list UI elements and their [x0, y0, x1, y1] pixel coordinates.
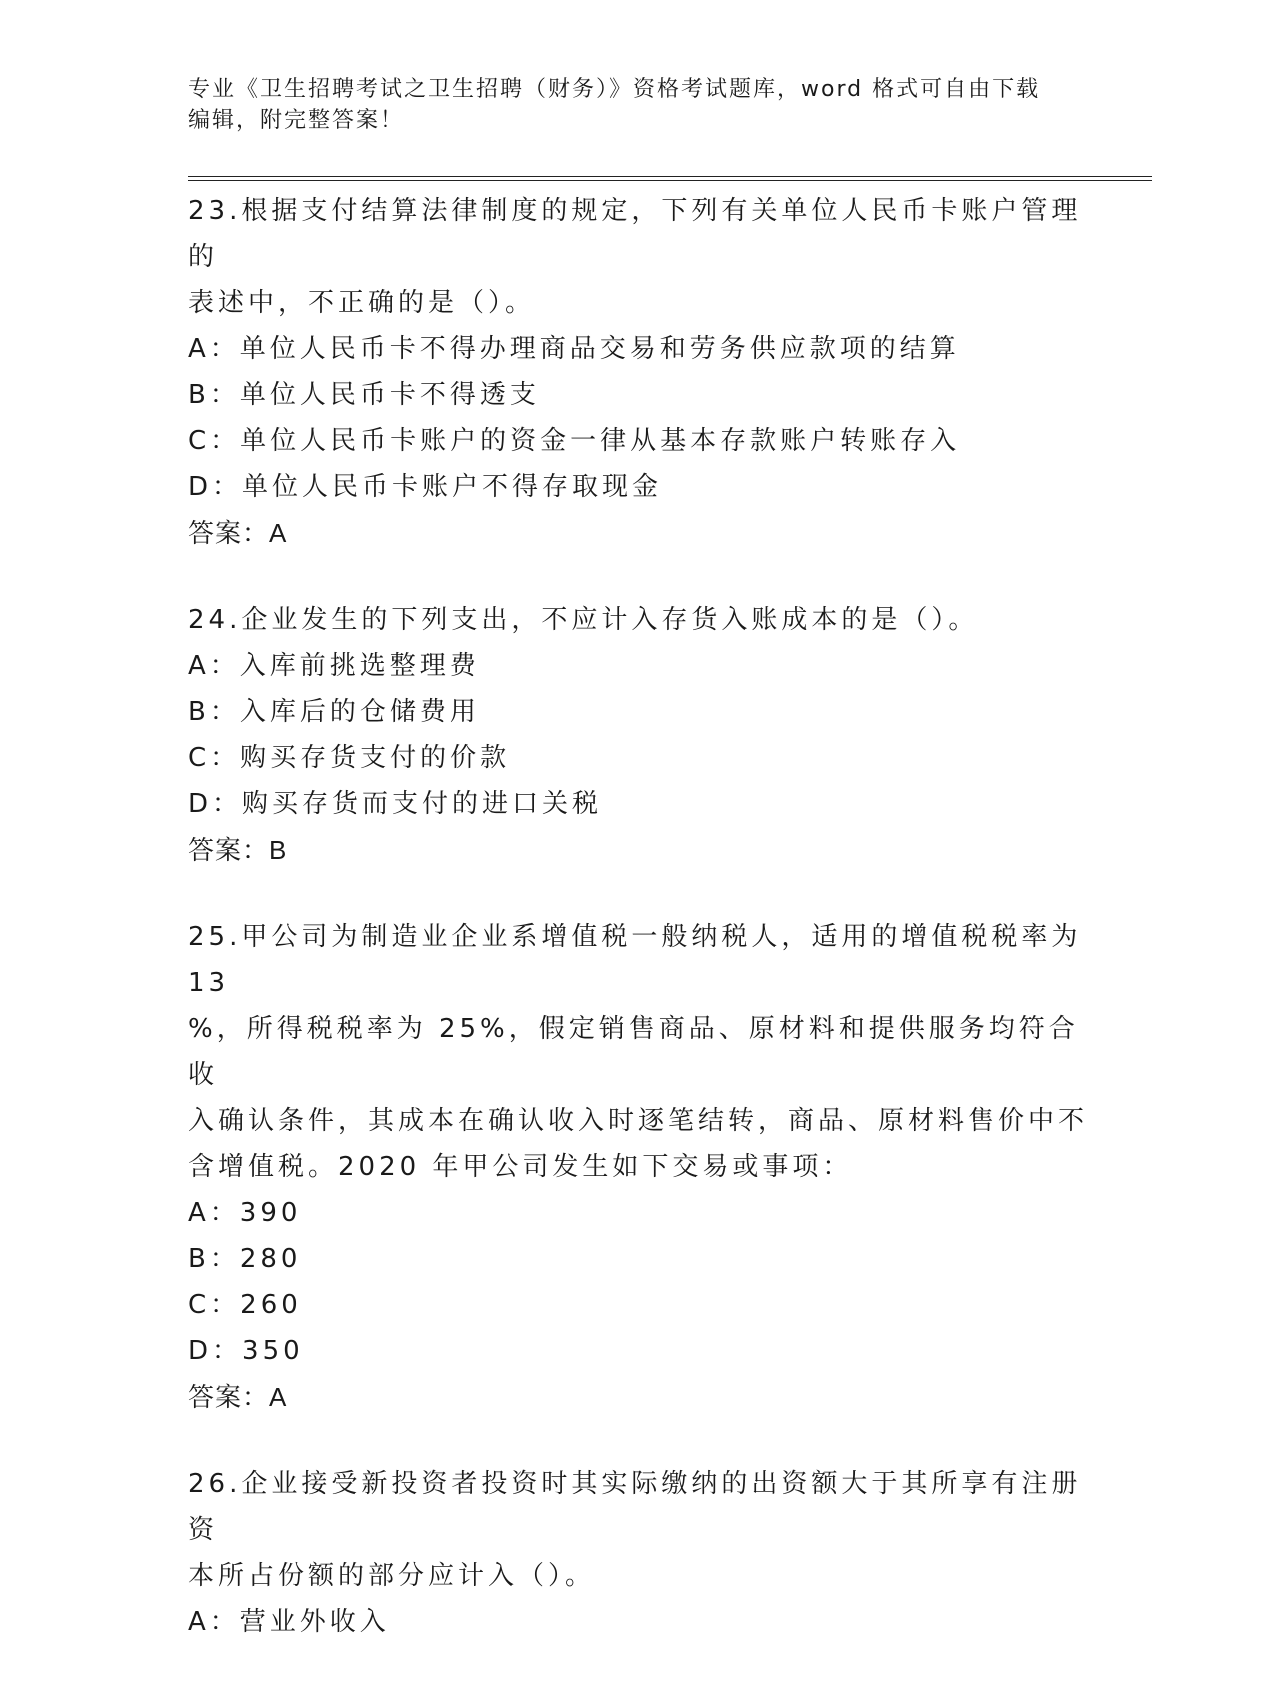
answer-line: 答案：A — [188, 518, 288, 548]
option-a: A：营业外收入 — [188, 1607, 390, 1637]
question-23 — [188, 188, 1088, 556]
question-25 — [188, 914, 1088, 1420]
question-26 — [188, 1461, 1088, 1645]
question-stem-line: 25.甲公司为制造业企业系增值税一般纳税人，适用的增值税税率为 13 — [188, 922, 1082, 998]
header-intro-line-2: 编辑，附完整答案！ — [188, 108, 405, 133]
option-c: C：购买存货支付的价款 — [188, 743, 511, 773]
question-24 — [188, 597, 1088, 873]
question-list — [188, 188, 1088, 1686]
question-stem-line: 26.企业接受新投资者投资时其实际缴纳的出资额大于其所享有注册资 — [188, 1469, 1082, 1545]
question-stem-line: 入确认条件，其成本在确认收入时逐笔结转，商品、原材料售价中不 — [188, 1106, 1089, 1136]
question-stem-line: 24.企业发生的下列支出，不应计入存货入账成本的是（）。 — [188, 605, 979, 635]
option-c: C：260 — [188, 1290, 302, 1320]
option-a: A：390 — [188, 1198, 302, 1228]
header-intro-line-1: 专业《卫生招聘考试之卫生招聘（财务）》资格考试题库，word 格式可自由下载 — [188, 77, 1041, 102]
question-stem-line: %，所得税税率为 25%，假定销售商品、原材料和提供服务均符合收 — [188, 1014, 1079, 1090]
option-b: B：入库后的仓储费用 — [188, 697, 480, 727]
option-c: C：单位人民币卡账户的资金一律从基本存款账户转账存入 — [188, 426, 961, 456]
option-a: A：入库前挑选整理费 — [188, 651, 480, 681]
document-header — [188, 74, 1088, 136]
answer-line: 答案：A — [188, 1382, 288, 1412]
question-stem-line: 本所占份额的部分应计入（）。 — [188, 1561, 596, 1591]
option-a: A：单位人民币卡不得办理商品交易和劳务供应款项的结算 — [188, 334, 960, 364]
question-stem-line: 含增值税。2020 年甲公司发生如下交易或事项： — [188, 1152, 853, 1182]
option-d: D：单位人民币卡账户不得存取现金 — [188, 472, 663, 502]
answer-line: 答案：B — [188, 835, 288, 865]
option-d: D：350 — [188, 1336, 304, 1366]
header-double-rule — [188, 176, 1152, 181]
option-b: B：280 — [188, 1244, 302, 1274]
question-stem-line: 23.根据支付结算法律制度的规定，下列有关单位人民币卡账户管理的 — [188, 196, 1082, 272]
option-d: D：购买存货而支付的进口关税 — [188, 789, 603, 819]
option-b: B：单位人民币卡不得透支 — [188, 380, 540, 410]
question-stem-line: 表述中，不正确的是（）。 — [188, 288, 536, 318]
